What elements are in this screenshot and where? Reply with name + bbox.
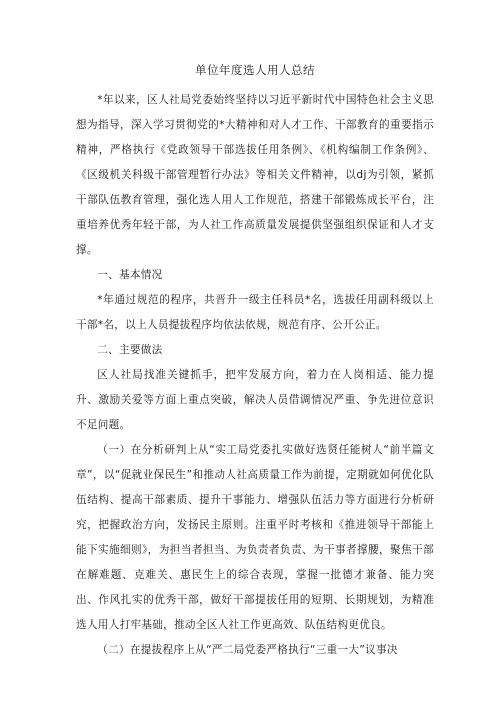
- section-heading-main-practices: 二、主要做法: [97, 344, 163, 356]
- main-practices-paragraph: 区人社局找准关键抓手，把牢发展方向，着力在人岗相适、能力提升、激励关爱等方面上重点突破，解决人员借调情况严重、争先进位意识不足问题。: [76, 369, 434, 431]
- analysis-paragraph: （一）在分析研判上从“实工局党委扎实做好选贤任能树人“前半篇文章”，以“促就业保民生”和推动人社高质量工作为前提，定期就如何优化队伍结构、提高干部素质、提升干事能力、增强队伍活力等方面进行分析研究，把握政治方向，发扬民主原则。注重平时考核和《推进领导干部能上能下实施细则》，为担当者担当、为负责者负责、为干事者撑腰，聚焦干部在解难题、克难关、惠民生上的综合表现，掌握一批德才兼备、能力突出、作风扎实的优秀干部，做好干部提拔任用的短期、长期规划，为精准选人用人打牢基础，推动全区人社工作更高效、队伍结构更优良。: [76, 444, 434, 631]
- basic-situation-paragraph: *年通过规范的程序，共晋升一级主任科员*名，选拔任用副科级以上干部*名，以上人员提拔程序均依法依规，规范有序、公开公正。: [76, 294, 434, 331]
- intro-paragraph: *年以来，区人社局党委始终坚持以习近平新时代中国特色社会主义思想为指导，深入学习贯彻党的*大精神和对人才工作、干部教育的重要指示精神，严格执行《党政领导干部选拔任用条例》、《机构编制工作条例》、《区级机关科级干部管理暂行办法》等相关文件精神，以dj为引领，紧抓干部队伍教育管理，强化选人用人工作规范，搭建干部锻炼成长平台，注重培养优秀年轻干部，为人社工作高质量发展提供坚强组织保证和人才支撑。: [76, 94, 434, 256]
- section-heading-basic-situation: 一、基本情况: [97, 269, 163, 281]
- document-title: 单位年度选人用人总结: [195, 63, 315, 77]
- promotion-procedure-paragraph: （二）在提拔程序上从“严二局党委严格执行“三重一大”议事决: [97, 644, 398, 656]
